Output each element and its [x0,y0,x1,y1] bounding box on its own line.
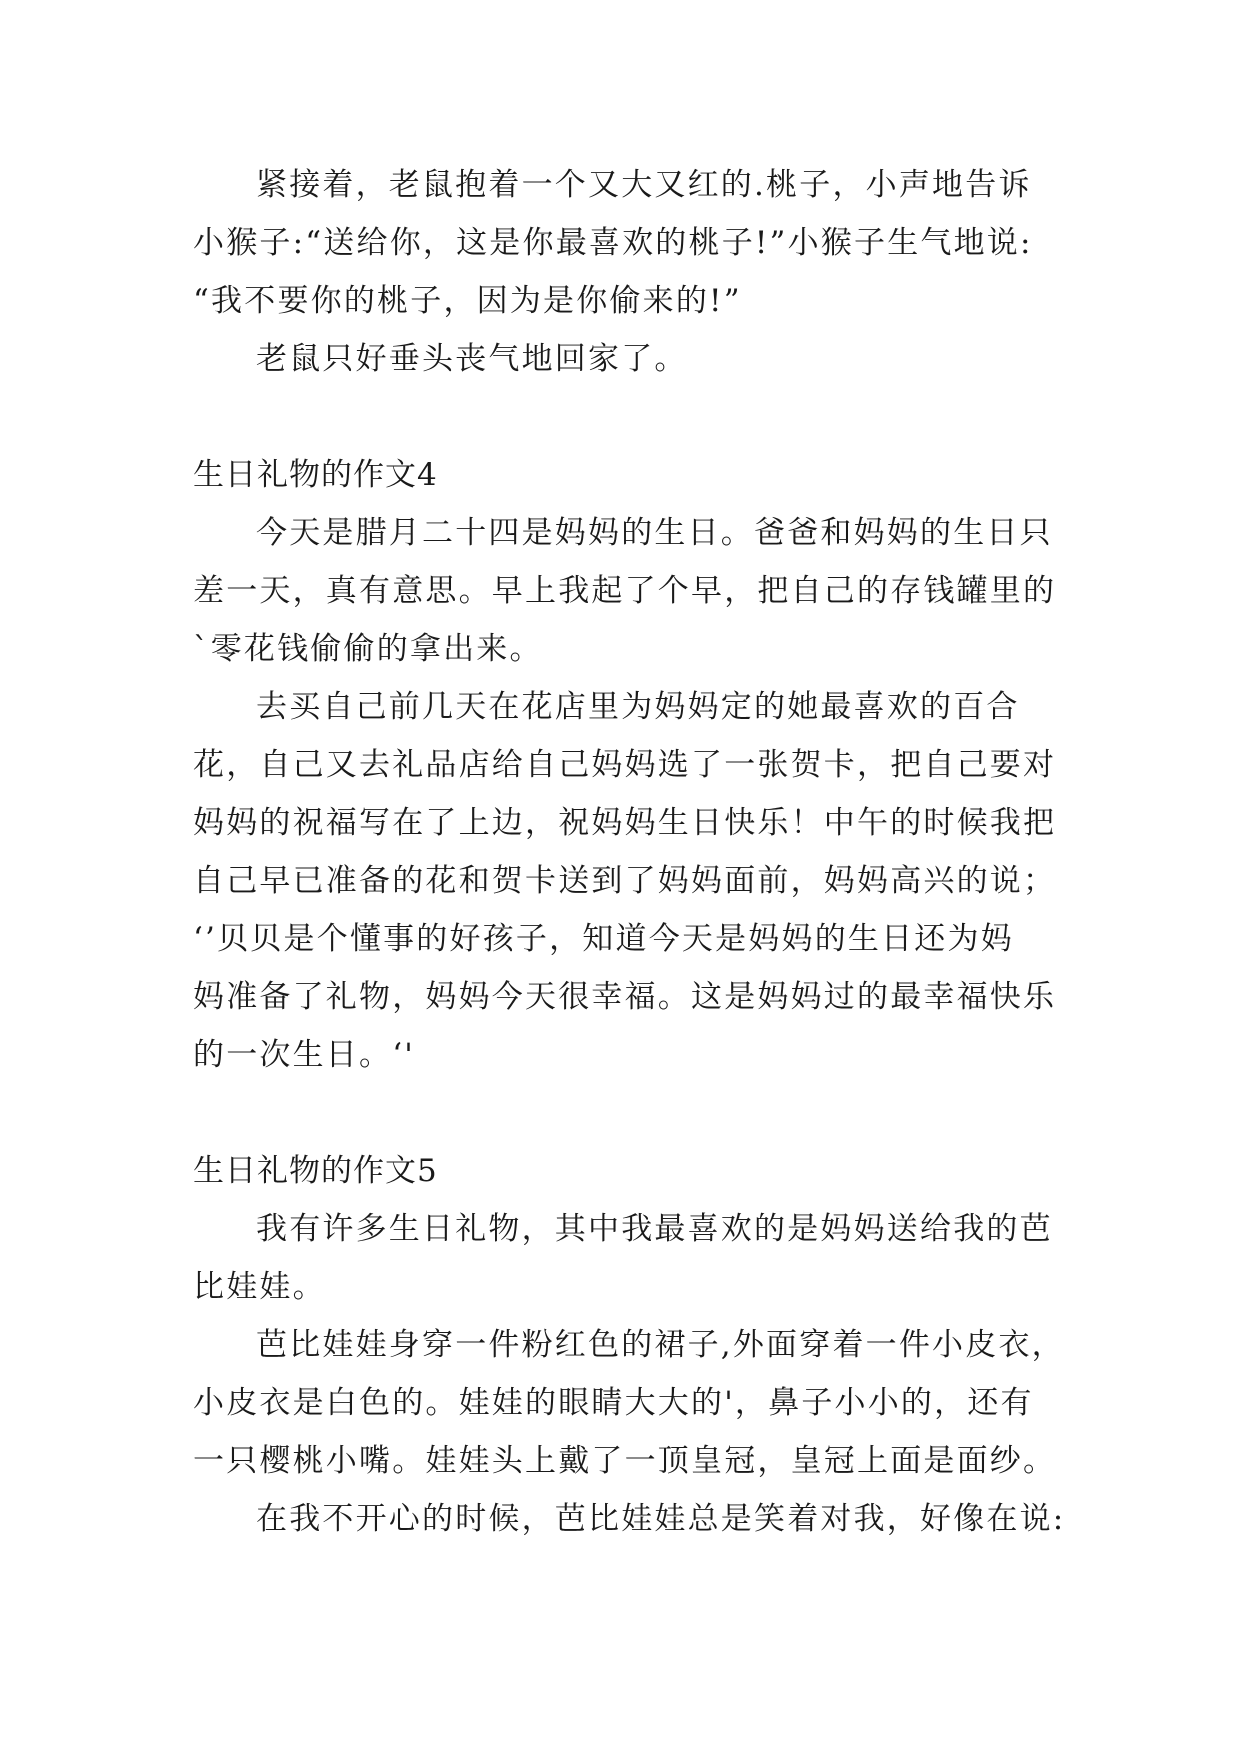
paragraph-line: 花，自己又去礼品店给自己妈妈选了一张贺卡，把自己要对 [193,747,1057,783]
paragraph-line: 的一次生日。‘' [193,1037,415,1073]
paragraph-line: 比娃娃。 [193,1269,326,1305]
paragraph-line: 差一天，真有意思。早上我起了个早，把自己的存钱罐里的 [193,573,1057,609]
paragraph-line: 小猴子:“送给你，这是你最喜欢的桃子!”小猴子生气地说: [193,225,1033,261]
section-heading: 生日礼物的作文4 [193,457,438,493]
paragraph-line: 妈妈的祝福写在了上边，祝妈妈生日快乐！中午的时候我把 [193,805,1057,841]
paragraph-line: 去买自己前几天在花店里为妈妈定的她最喜欢的百合 [256,689,1020,725]
paragraph-line: ‘’贝贝是个懂事的好孩子，知道今天是妈妈的生日还为妈 [193,921,1014,957]
paragraph-line: 芭比娃娃身穿一件粉红色的裙子,外面穿着一件小皮衣， [256,1327,1065,1363]
paragraph-line: 我有许多生日礼物，其中我最喜欢的是妈妈送给我的芭 [256,1211,1053,1247]
paragraph-line: 老鼠只好垂头丧气地回家了。 [256,341,688,377]
section-heading: 生日礼物的作文5 [193,1153,438,1189]
paragraph-line: 在我不开心的时候，芭比娃娃总是笑着对我，好像在说: [256,1501,1066,1537]
paragraph-line: “我不要你的桃子，因为是你偷来的!” [193,283,742,319]
paragraph-line: 小皮衣是白色的。娃娃的眼睛大大的'，鼻子小小的，还有 [193,1385,1034,1421]
paragraph-line: 自己早已准备的花和贺卡送到了妈妈面前，妈妈高兴的说； [193,863,1057,899]
paragraph-line: 妈准备了礼物，妈妈今天很幸福。这是妈妈过的最幸福快乐 [193,979,1057,1015]
paragraph-line: 紧接着，老鼠抱着一个又大又红的.桃子，小声地告诉 [256,167,1032,203]
paragraph-line: 今天是腊月二十四是妈妈的生日。爸爸和妈妈的生日只 [256,515,1053,551]
paragraph-line: `零花钱偷偷的拿出来。 [193,631,543,667]
paragraph-line: 一只樱桃小嘴。娃娃头上戴了一顶皇冠，皇冠上面是面纱。 [193,1443,1057,1479]
